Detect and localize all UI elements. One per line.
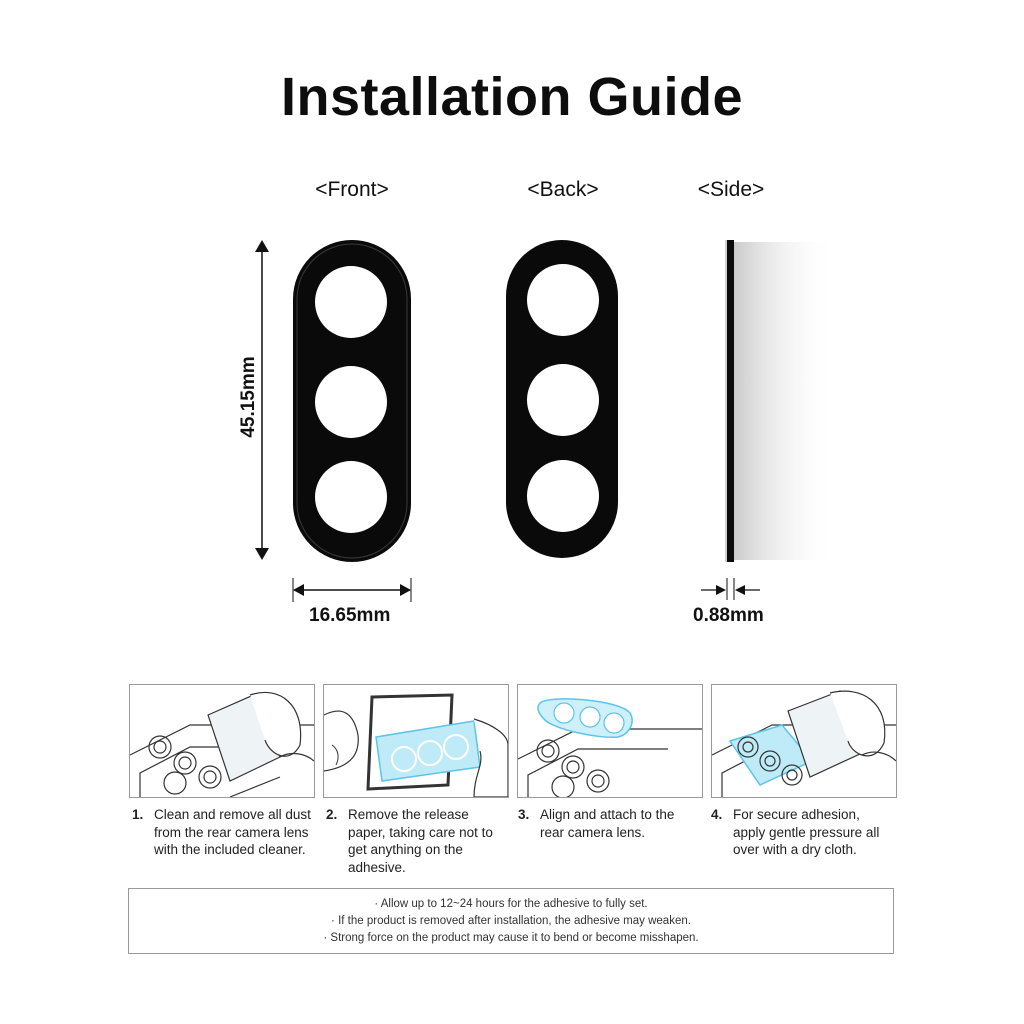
page-title: Installation Guide bbox=[280, 67, 744, 127]
step-2-number: 2. bbox=[326, 807, 338, 822]
step-4-illustration bbox=[711, 684, 897, 798]
back-view-label: <Back> bbox=[527, 178, 599, 201]
width-dimension-line bbox=[293, 578, 411, 602]
step-2-text: Remove the release paper, taking care not to get anything on the adhesive. bbox=[348, 807, 493, 875]
step-1-number: 1. bbox=[132, 807, 144, 822]
thickness-dimension-line bbox=[701, 578, 760, 600]
side-view-frame bbox=[725, 240, 834, 562]
back-lens-frame bbox=[506, 240, 618, 558]
thickness-dimension-label: 0.88mm bbox=[693, 605, 764, 626]
step-4-text: For secure adhesion, apply gentle pressure all over with a dry cloth. bbox=[733, 807, 880, 857]
step-4-number: 4. bbox=[711, 807, 723, 822]
side-view-label: <Side> bbox=[697, 178, 765, 201]
front-view-label: <Front> bbox=[315, 178, 389, 201]
note-item: · Allow up to 12~24 hours for the adhesive to fully set. bbox=[374, 898, 648, 910]
width-dimension-label: 16.65mm bbox=[309, 605, 391, 626]
height-dimension-label: 45.15mm bbox=[238, 356, 259, 438]
note-item: · Strong force on the product may cause it to bend or become misshapen. bbox=[323, 932, 699, 944]
step-2-illustration bbox=[323, 684, 509, 798]
front-lens-frame bbox=[293, 240, 411, 562]
notes-box bbox=[128, 888, 894, 954]
note-item: · If the product is removed after installation, the adhesive may weaken. bbox=[331, 915, 691, 927]
step-1-illustration bbox=[129, 684, 315, 798]
step-3-illustration bbox=[517, 684, 703, 798]
step-1-text: Clean and remove all dust from the rear camera lens with the included cleaner. bbox=[154, 807, 311, 857]
step-3-text: Align and attach to the rear camera lens. bbox=[540, 807, 675, 840]
step-3-number: 3. bbox=[518, 807, 530, 822]
